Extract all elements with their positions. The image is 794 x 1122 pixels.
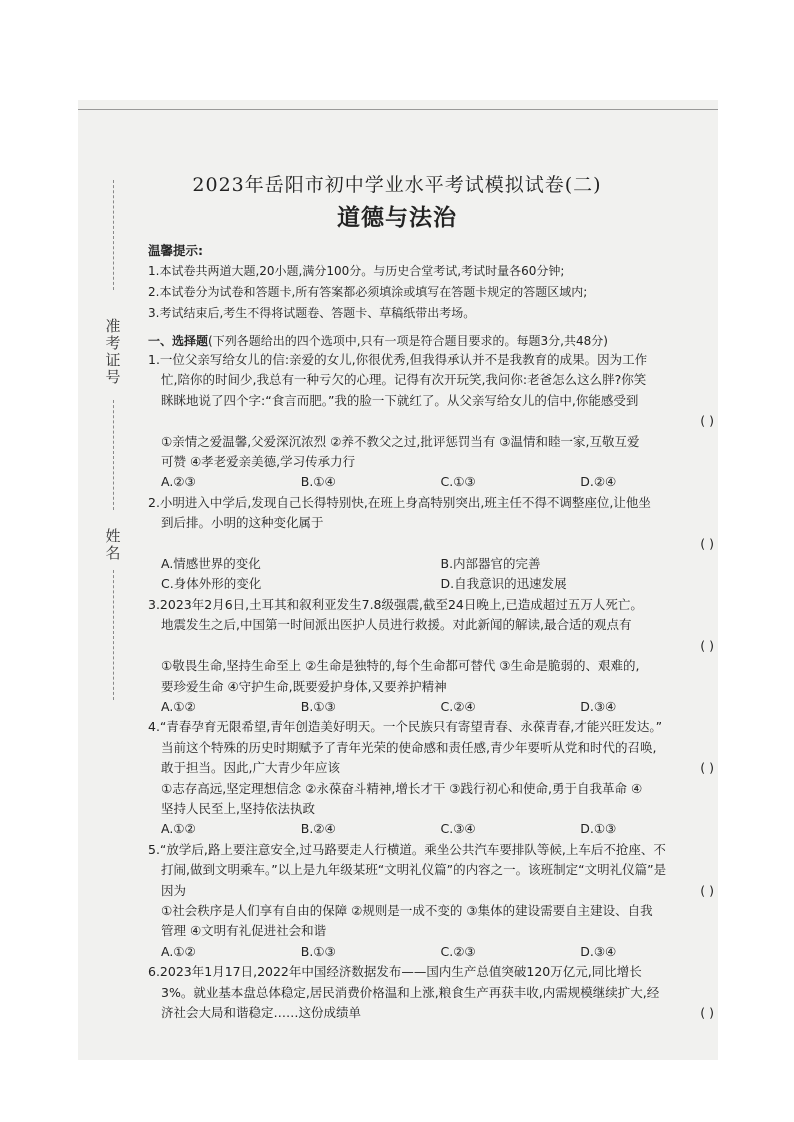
question-6 (148, 962, 720, 1023)
option-a: A.①② (161, 943, 196, 959)
answer-paren: ( ) (700, 413, 714, 429)
subject-title: 道德与法治 (337, 205, 457, 231)
top-rule (78, 109, 718, 110)
question-text: 眯眯地说了四个字:“食言而肥。”我的脸一下就红了。从父亲写给女儿的信中,你能感受到 (161, 392, 639, 408)
answer-paren: ( ) (700, 1005, 714, 1021)
option-a: A.①② (161, 821, 196, 837)
option-a: A.情感世界的变化 (161, 556, 261, 572)
options-row (148, 942, 720, 962)
option-d: D.②④ (580, 474, 617, 490)
question-2 (148, 493, 720, 595)
option-c: C.身体外形的变化 (161, 576, 262, 592)
exam-title: 2023年岳阳市初中学业水平考试模拟试卷(二) (192, 174, 602, 196)
statement-line: 可赞 ④孝老爱亲美德,学习传承力行 (161, 454, 356, 470)
option-d: D.自我意识的迅速发展 (440, 576, 567, 592)
section-heading (148, 332, 718, 349)
question-text: 5.“放学后,路上要注意安全,过马路要走人行横道。乘坐公共汽车要排队等候,上车后不抢座、不 (148, 841, 666, 857)
option-c: C.①③ (440, 474, 476, 490)
options-row (148, 574, 720, 594)
question-text: 2.小明进入中学后,发现自己长得特别快,在班上身高特别突出,班主任不得不调整座位,让他坐 (148, 494, 651, 510)
option-c: C.②④ (440, 698, 476, 714)
statement-line: ①志存高远,坚定理想信念 ②永葆奋斗精神,增长才干 ③践行初心和使命,勇于自我革命 ④ (161, 780, 643, 796)
statement-line: ①社会秩序是人们享有自由的保障 ②规则是一成不变的 ③集体的建设需要自主建设、自我 (161, 903, 653, 918)
statement-line: 管理 ④文明有礼促进社会和谐 (161, 923, 327, 939)
option-b: B.①③ (300, 698, 336, 714)
option-c: C.②③ (440, 943, 476, 959)
option-d: D.③④ (580, 698, 617, 714)
question-text: 敢于担当。因此,广大青少年应该 (161, 760, 340, 776)
answer-paren: ( ) (700, 535, 714, 551)
answer-paren: ( ) (700, 760, 714, 776)
question-3 (148, 595, 720, 717)
tip-item: 2.本试卷分为试卷和答题卡,所有答案都必须填涂或填写在答题卡规定的答题区域内; (148, 285, 588, 299)
question-text: 3%。就业基本盘总体稳定,居民消费价格温和上涨,粮食生产再获丰收,内需规模继续扩大,经 (161, 984, 660, 1000)
questions-list (148, 350, 720, 1023)
question-text: 当前这个特殊的历史时期赋予了青年光荣的使命感和责任感,青少年要听从党和时代的召唤, (161, 739, 657, 755)
question-text: 因为 (161, 882, 187, 898)
options-row (148, 472, 720, 492)
question-text: 6.2023年1月17日,2022年中国经济数据发布——国内生产总值突破120万亿元,同比增长 (148, 964, 642, 980)
answer-paren: ( ) (700, 637, 714, 653)
question-text: 济社会大局和谐稳定……这份成绩单 (161, 1005, 362, 1021)
statement-line: 坚持人民至上,坚持依法执政 (161, 800, 315, 816)
tips-block (148, 240, 718, 324)
question-text: 3.2023年2月6日,土耳其和叙利亚发生7.8级强震,截至24日晚上,已造成超过五万人死亡。 (148, 596, 643, 612)
statement-line: ①亲情之爱温馨,父爱深沉浓烈 ②养不教父之过,批评惩罚当有 ③温情和睦一家,互敬互爱 (161, 433, 640, 449)
question-text: 地震发生之后,中国第一时间派出医护人员进行救援。对此新闻的解读,最合适的观点有 (161, 617, 632, 633)
options-row (148, 697, 720, 717)
exam-id-write-line (113, 400, 115, 510)
section-label: 一、选择题 (148, 334, 209, 348)
option-d: D.③④ (580, 943, 617, 959)
options-row (148, 819, 720, 839)
question-text: 忙,陪你的时间少,我总有一种亏欠的心理。记得有次开玩笑,我问你:老爸怎么这么胖?你笑 (161, 372, 647, 388)
statement-line: ①敬畏生命,坚持生命至上 ②生命是独特的,每个生命都可替代 ③生命是脆弱的、艰难的, (161, 658, 640, 674)
question-1 (148, 350, 720, 493)
name-write-line (113, 570, 115, 700)
option-b: B.②④ (300, 821, 336, 837)
statement-line: 要珍爱生命 ④守护生命,既要爱护身体,又要养护精神 (161, 678, 447, 694)
question-text: 打闹,做到文明乘车。”以上是九年级某班“文明礼仪篇”的内容之一。该班制定“文明礼仪篇”是 (161, 862, 667, 878)
section-note: (下列各题给出的四个选项中,只有一项是符合题目要求的。每题3分,共48分) (208, 334, 608, 348)
options-row (148, 554, 720, 574)
name-label: 姓名 (105, 527, 121, 562)
question-text: 1.一位父亲写给女儿的信:亲爱的女儿,你很优秀,但我得承认并不是我教育的成果。因为工作 (148, 352, 648, 367)
option-a: A.②③ (161, 474, 196, 490)
question-text: 到后排。小明的这种变化属于 (161, 515, 324, 531)
option-d: D.①③ (580, 821, 617, 837)
tips-heading: 温馨提示: (148, 243, 203, 258)
tip-item: 1.本试卷共两道大题,20小题,满分100分。与历史合堂考试,考试时量各60分钟; (148, 264, 565, 278)
option-b: B.内部器官的完善 (440, 556, 541, 572)
answer-paren: ( ) (700, 882, 714, 898)
question-4 (148, 717, 720, 839)
exam-id-label: 准考证号 (105, 317, 121, 386)
option-c: C.③④ (440, 821, 476, 837)
option-b: B.①③ (300, 943, 336, 959)
option-a: A.①② (161, 698, 196, 714)
tip-item: 3.考试结束后,考生不得将试题卷、答题卡、草稿纸带出考场。 (148, 306, 476, 320)
question-text: 4.“青春孕育无限希望,青年创造美好明天。一个民族只有寄望青春、永葆青春,才能兴旺发达。” (148, 719, 663, 735)
question-5 (148, 840, 720, 962)
option-b: B.①④ (300, 474, 336, 490)
